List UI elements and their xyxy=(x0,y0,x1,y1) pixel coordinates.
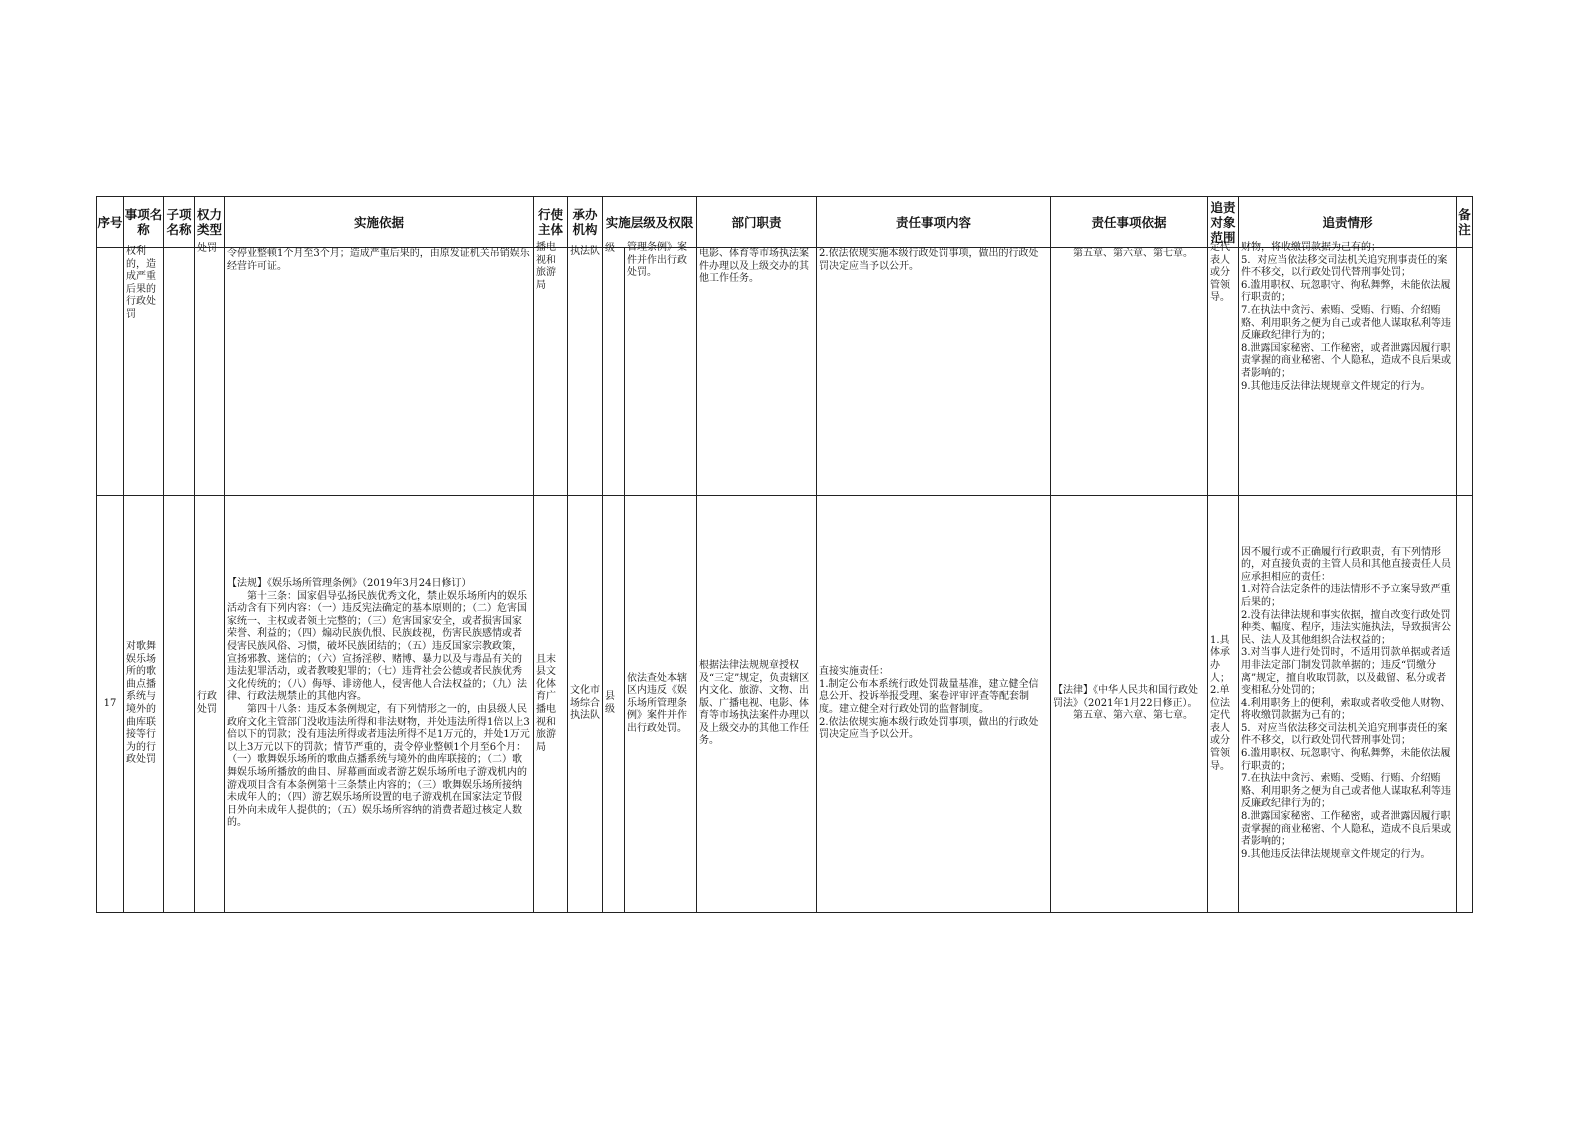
table-row xyxy=(97,496,1473,913)
cell-scope: 1.具体承办人； 2.单位法定代表人或分管领导。 xyxy=(1208,496,1239,913)
header-subject: 行使主体 xyxy=(534,197,568,248)
cell-org: 文化市场综合执法队 xyxy=(568,496,603,913)
cell-basis: 【法规】《娱乐场所管理条例》（2019年3月24日修订） 第十三条：国家倡导弘扬民族优秀文化，禁止娱乐场所内的娱乐活动含有下列内容：（一）违反宪法确定的基本原则的；（二）危害国家统一、主权或者领土完整的；（三）危害国家安全，或者损害国家荣誉、利益的；（四）煽动民族仇恨、民族歧视，伤害民族感情或者侵害民族风俗、习惯，破坏民族团结的；（五）违反国家宗教政策，宣扬邪教、迷信的；（六）宣扬淫秽、赌博、暴力以及与毒品有关的违法犯罪活动，或者教唆犯罪的；（七）违背社会公德或者民族优秀文化传统的；（八）侮辱、诽谤他人，侵害他人合法权益的；（九）法律、行政法规禁止的其他内容。 第四十八条：违反本条例规定，有下列情形之一的，由县级人民政府文化主管部门没收违法所得和非法财物，并处违法所得1倍以上3倍以下的罚款；没有违法所得或者违法所得不足1万元的，并处1万元以上3万元以下的罚款；情节严重的，责令停业整顿1个月至6个月：（一）歌舞娱乐场所的歌曲点播系统与境外的曲库联接的；（二）歌舞娱乐场所播放的曲目、屏幕画面或者游艺娱乐场所电子游戏机内的游戏项目含有本条例第十三条禁止内容的；（三）歌舞娱乐场所接纳未成年人的；（四）游艺娱乐场所设置的电子游戏机在国家法定节假日外向未成年人提供的；（五）娱乐场所容纳的消费者超过核定人数的。 xyxy=(225,496,534,913)
cell-resp-content: 直接实施责任： 1.制定公布本系统行政处罚裁量基准，建立健全信息公开、投诉举报受理、案卷评审评查等配套制度。建立健全对行政处罚的监督制度。 2.依法依规实施本级行政处罚事项，做出的行政处罚决定应当予以公开。 xyxy=(817,496,1051,913)
cell-power-type: 处罚 xyxy=(195,248,225,496)
cell-item-name: 对歌舞娱乐场所的歌曲点播系统与境外的曲库联接等行为的行政处罚 xyxy=(124,496,164,913)
cell-subject: 且末县文化体育广播电视和旅游局 xyxy=(534,496,568,913)
cell-level: 级 xyxy=(603,248,625,496)
cell-org: 执法队 xyxy=(568,248,603,496)
cell-level-authority: 依法查处本辖区内违反《娱乐场所管理条例》案件并作出行政处罚。 xyxy=(625,496,697,913)
cell-accountability: 财物，将收缴罚款据为己有的； 5．对应当依法移交司法机关追究刑事责任的案件不移交，以行政处罚代替刑事处罚； 6.滥用职权、玩忽职守、徇私舞弊，未能依法履行职责的； 7.在执法中贪污、索贿、受贿、行贿、介绍贿赂、利用职务之便为自己或者他人谋取私利等违反廉政纪律行为的； 8.泄露国家秘密、工作秘密，或者泄露因履行职责掌握的商业秘密、个人隐私，造成不良后果或者影响的； 9.其他违反法律法规规章文件规定的行为。 xyxy=(1239,248,1457,496)
cell-accountability: 因不履行或不正确履行行政职责，有下列情形的，对直接负责的主管人员和其他直接责任人员应承担相应的责任： 1.对符合法定条件的违法情形不予立案导致严重后果的； 2.没有法律法规和事实依据，擅自改变行政处罚种类、幅度、程序，违法实施执法，导致损害公民、法人及其他组织合法权益的； 3.对当事人进行处罚时，不适用罚款单据或者适用非法定部门制发罚款单据的；违反“罚缴分离”规定，擅自收取罚款，以及截留、私分或者变相私分处罚的； 4.利用职务上的便利，索取或者收受他人财物、将收缴罚款据为己有的； 5．对应当依法移交司法机关追究刑事责任的案件不移交，以行政处罚代替刑事处罚； 6.滥用职权、玩忽职守、徇私舞弊，未能依法履行职责的； 7.在执法中贪污、索贿、受贿、行贿、介绍贿赂、利用职务之便为自己或者他人谋取私利等违反廉政纪律行为的； 8.泄露国家秘密、工作秘密，或者泄露因履行职责掌握的商业秘密、个人隐私，造成不良后果或者影响的； 9.其他违反法律法规规章文件规定的行为。 xyxy=(1239,496,1457,913)
header-resp-basis: 责任事项依据 xyxy=(1051,197,1208,248)
cell-duty: 根据法律法规规章授权及“三定”规定，负责辖区内文化、旅游、文物、出版、广播电视、电影、体育等市场执法案件办理以及上级交办的其他工作任务。 xyxy=(697,496,817,913)
cell-basis: 令停业整顿1个月至3个月；造成严重后果的，由原发证机关吊销娱乐经营许可证。 xyxy=(225,248,534,496)
cell-seq: 17 xyxy=(97,496,124,913)
cell-power-type: 行政处罚 xyxy=(195,496,225,913)
cell-sub-item xyxy=(164,496,195,913)
table-row xyxy=(97,248,1473,496)
cell-sub-item xyxy=(164,248,195,496)
header-row xyxy=(97,197,1473,248)
header-basis: 实施依据 xyxy=(225,197,534,248)
power-list-table xyxy=(96,196,1473,913)
header-accountability: 追责情形 xyxy=(1239,197,1457,248)
cell-level: 县级 xyxy=(603,496,625,913)
header-scope: 追责对象范围 xyxy=(1208,197,1239,248)
header-power-type: 权力类型 xyxy=(195,197,225,248)
cell-resp-basis: 【法律】《中华人民共和国行政处罚法》（2021年1月22日修正）。 第五章、第六章、第七章。 xyxy=(1051,496,1208,913)
header-seq: 序号 xyxy=(97,197,124,248)
cell-seq xyxy=(97,248,124,496)
cell-duty: 电影、体育等市场执法案件办理以及上级交办的其他工作任务。 xyxy=(697,248,817,496)
header-item-name: 事项名称 xyxy=(124,197,164,248)
cell-level-authority: 管理条例》案件并作出行政处罚。 xyxy=(625,248,697,496)
cell-scope: 定代表人或分管领导。 xyxy=(1208,248,1239,496)
cell-resp-basis: 第五章、第六章、第七章。 xyxy=(1051,248,1208,496)
header-remark: 备注 xyxy=(1457,197,1473,248)
cell-subject: 播电视和旅游局 xyxy=(534,248,568,496)
cell-resp-content: 2.依法依规实施本级行政处罚事项，做出的行政处罚决定应当予以公开。 xyxy=(817,248,1051,496)
header-duty: 部门职责 xyxy=(697,197,817,248)
cell-remark xyxy=(1457,248,1473,496)
cell-remark xyxy=(1457,496,1473,913)
header-org: 承办机构 xyxy=(568,197,603,248)
header-sub-item: 子项名称 xyxy=(164,197,195,248)
header-level-authority: 实施层级及权限 xyxy=(603,197,697,248)
cell-item-name: 权利的，造成严重后果的行政处罚 xyxy=(124,248,164,496)
header-resp-content: 责任事项内容 xyxy=(817,197,1051,248)
